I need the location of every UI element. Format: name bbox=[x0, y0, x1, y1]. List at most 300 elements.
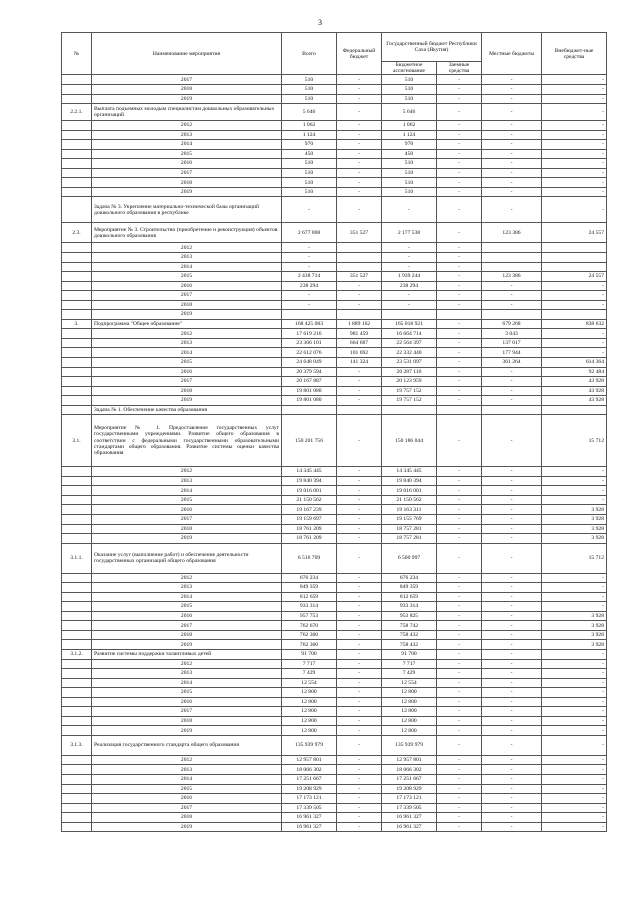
cell-borrowed: - bbox=[437, 573, 482, 583]
table-row bbox=[62, 707, 607, 717]
cell-name: 2015 bbox=[92, 784, 282, 794]
cell-borrowed: - bbox=[437, 716, 482, 726]
table-body bbox=[62, 75, 607, 832]
cell-total: 957 753 bbox=[282, 611, 337, 621]
table-row bbox=[62, 515, 607, 525]
cell-name: 2018 bbox=[92, 716, 282, 726]
cell-federal: - bbox=[337, 716, 382, 726]
cell-offbudget: - bbox=[542, 592, 607, 602]
cell-name: 2017 bbox=[92, 803, 282, 813]
table-row bbox=[62, 121, 607, 131]
cell-total: 510 bbox=[282, 84, 337, 94]
cell-local: - bbox=[482, 505, 542, 515]
cell-republic-budget: 953 825 bbox=[382, 611, 437, 621]
cell-federal: - bbox=[337, 515, 382, 525]
cell-num bbox=[62, 515, 92, 525]
cell-federal: - bbox=[337, 822, 382, 832]
cell-local: - bbox=[482, 300, 542, 310]
cell-num bbox=[62, 621, 92, 631]
cell-total: 16 961 327 bbox=[282, 822, 337, 832]
cell-federal: - bbox=[337, 149, 382, 159]
cell-num bbox=[62, 300, 92, 310]
cell-republic-budget: 135 939 979 bbox=[382, 735, 437, 755]
cell-total: 16 961 327 bbox=[282, 813, 337, 823]
table-row bbox=[62, 573, 607, 583]
cell-total: 12 800 bbox=[282, 726, 337, 736]
cell-republic-budget: - bbox=[382, 252, 437, 262]
cell-republic-budget: 91 700 bbox=[382, 650, 437, 660]
cell-total: 12 800 bbox=[282, 697, 337, 707]
cell-name: 2013 bbox=[92, 476, 282, 486]
cell-offbudget: - bbox=[542, 813, 607, 823]
cell-republic-budget: 22 564 397 bbox=[382, 338, 437, 348]
cell-name: 2012 bbox=[92, 243, 282, 253]
cell-total: 933 314 bbox=[282, 602, 337, 612]
cell-federal: 101 692 bbox=[337, 348, 382, 358]
cell-total: 450 bbox=[282, 149, 337, 159]
cell-offbudget: - bbox=[542, 476, 607, 486]
cell-num bbox=[62, 822, 92, 832]
cell-num bbox=[62, 716, 92, 726]
cell-total: 510 bbox=[282, 168, 337, 178]
cell-name: 2019 bbox=[92, 187, 282, 197]
cell-federal: 981 459 bbox=[337, 329, 382, 339]
cell-name: 2019 bbox=[92, 534, 282, 544]
cell-borrowed: - bbox=[437, 794, 482, 804]
cell-offbudget: 43 928 bbox=[542, 396, 607, 406]
cell-local: - bbox=[482, 84, 542, 94]
cell-republic-budget: 12 957 801 bbox=[382, 755, 437, 765]
cell-federal: - bbox=[337, 697, 382, 707]
cell-local: - bbox=[482, 377, 542, 387]
cell-name: 2014 bbox=[92, 678, 282, 688]
cell-name: 2019 bbox=[92, 640, 282, 650]
cell-name: Задача № 3. Укрепление материально-технической базы организаций дошкольного образования в республике bbox=[92, 197, 282, 223]
cell-borrowed: - bbox=[437, 386, 482, 396]
cell-borrowed: - bbox=[437, 735, 482, 755]
cell-offbudget: 43 928 bbox=[542, 377, 607, 387]
cell-borrowed: - bbox=[437, 243, 482, 253]
cell-total: 19 016 001 bbox=[282, 486, 337, 496]
table-row bbox=[62, 104, 607, 121]
cell-local: - bbox=[482, 281, 542, 291]
cell-num bbox=[62, 168, 92, 178]
cell-local: 123 386 bbox=[482, 272, 542, 282]
cell-num bbox=[62, 505, 92, 515]
cell-federal: - bbox=[337, 803, 382, 813]
cell-name: Мероприятие № 1. Предоставление государственных услуг государственными учреждениями. Развитие общего образования в соответствии с федеральными государственными образовательными стандартами общего образования. Развитие системы оценки качества образования bbox=[92, 415, 282, 467]
cell-total: - bbox=[282, 243, 337, 253]
cell-republic-budget: 19 757 152 bbox=[382, 386, 437, 396]
cell-borrowed: - bbox=[437, 94, 482, 104]
cell-borrowed: - bbox=[437, 659, 482, 669]
cell-total: 91 700 bbox=[282, 650, 337, 660]
table-row bbox=[62, 467, 607, 477]
cell-federal bbox=[337, 252, 382, 262]
cell-local: - bbox=[482, 630, 542, 640]
cell-local: 177 944 bbox=[482, 348, 542, 358]
cell-offbudget: - bbox=[542, 281, 607, 291]
cell-name: Мероприятие № 3. Строительство (приобретение и реконструкция) объектов дошкольного образования bbox=[92, 223, 282, 243]
table-row bbox=[62, 130, 607, 140]
cell-local: - bbox=[482, 735, 542, 755]
cell-federal: - bbox=[337, 688, 382, 698]
cell-republic-budget: 18 066 302 bbox=[382, 765, 437, 775]
cell-federal: - bbox=[337, 159, 382, 169]
cell-name: 2012 bbox=[92, 121, 282, 131]
cell-borrowed: - bbox=[437, 149, 482, 159]
table-row bbox=[62, 583, 607, 593]
cell-num bbox=[62, 803, 92, 813]
cell-republic-budget: 12 800 bbox=[382, 697, 437, 707]
cell-republic-budget: 812 659 bbox=[382, 592, 437, 602]
cell-federal: - bbox=[337, 121, 382, 131]
cell-republic-budget: 758 432 bbox=[382, 640, 437, 650]
cell-local: - bbox=[482, 495, 542, 505]
cell-republic-budget: 12 800 bbox=[382, 716, 437, 726]
cell-federal: - bbox=[337, 197, 382, 223]
cell-num bbox=[62, 726, 92, 736]
cell-republic-budget: 450 bbox=[382, 149, 437, 159]
table-row bbox=[62, 611, 607, 621]
cell-offbudget bbox=[542, 262, 607, 272]
cell-federal: - bbox=[337, 775, 382, 785]
cell-federal bbox=[337, 310, 382, 320]
cell-num bbox=[62, 794, 92, 804]
cell-num bbox=[62, 592, 92, 602]
cell-local bbox=[482, 243, 542, 253]
cell-republic-budget: 7 717 bbox=[382, 659, 437, 669]
cell-republic-budget: 18 757 281 bbox=[382, 534, 437, 544]
cell-name: 2015 bbox=[92, 357, 282, 367]
cell-total: 21 150 562 bbox=[282, 495, 337, 505]
cell-republic-budget: 676 234 bbox=[382, 573, 437, 583]
cell-num bbox=[62, 338, 92, 348]
cell-total: 14 345 445 bbox=[282, 467, 337, 477]
header-row bbox=[62, 33, 607, 62]
table-row bbox=[62, 262, 607, 272]
cell-republic-budget: 510 bbox=[382, 84, 437, 94]
cell-federal: - bbox=[337, 130, 382, 140]
cell-republic-budget: 510 bbox=[382, 178, 437, 188]
cell-total: 1 124 bbox=[282, 130, 337, 140]
cell-offbudget: - bbox=[542, 755, 607, 765]
cell-borrowed: - bbox=[437, 621, 482, 631]
cell-republic-budget: 19 163 311 bbox=[382, 505, 437, 515]
cell-offbudget: 614 364 bbox=[542, 357, 607, 367]
cell-local: - bbox=[482, 486, 542, 496]
cell-total: - bbox=[282, 300, 337, 310]
cell-name: 2018 bbox=[92, 630, 282, 640]
cell-borrowed: - bbox=[437, 640, 482, 650]
cell-republic-budget: 19 016 001 bbox=[382, 486, 437, 496]
cell-local bbox=[482, 262, 542, 272]
cell-federal bbox=[337, 262, 382, 272]
cell-federal: 1 889 162 bbox=[337, 319, 382, 329]
cell-total: 510 bbox=[282, 159, 337, 169]
cell-offbudget: - bbox=[542, 149, 607, 159]
cell-offbudget: - bbox=[542, 94, 607, 104]
cell-name: 2015 bbox=[92, 688, 282, 698]
cell-name: 2016 bbox=[92, 159, 282, 169]
cell-offbudget: 92 484 bbox=[542, 367, 607, 377]
cell-federal: 664 687 bbox=[337, 338, 382, 348]
cell-local: - bbox=[482, 678, 542, 688]
table-row bbox=[62, 669, 607, 679]
cell-total: 2 438 714 bbox=[282, 272, 337, 282]
cell-federal: - bbox=[337, 678, 382, 688]
cell-borrowed: - bbox=[437, 348, 482, 358]
table-row bbox=[62, 688, 607, 698]
table-row bbox=[62, 602, 607, 612]
cell-name: 2018 bbox=[92, 813, 282, 823]
cell-offbudget: - bbox=[542, 84, 607, 94]
cell-offbudget: - bbox=[542, 784, 607, 794]
cell-borrowed: - bbox=[437, 84, 482, 94]
table-row bbox=[62, 794, 607, 804]
cell-total: 762 360 bbox=[282, 630, 337, 640]
cell-local: 679 268 bbox=[482, 319, 542, 329]
cell-total: 2 677 008 bbox=[282, 223, 337, 243]
cell-local: 137 017 bbox=[482, 338, 542, 348]
cell-total: 510 bbox=[282, 94, 337, 104]
cell-offbudget: - bbox=[542, 348, 607, 358]
cell-offbudget: 3 928 bbox=[542, 524, 607, 534]
cell-borrowed: - bbox=[437, 803, 482, 813]
cell-offbudget: 24 557 bbox=[542, 272, 607, 282]
cell-total: - bbox=[282, 252, 337, 262]
cell-offbudget: - bbox=[542, 583, 607, 593]
cell-federal: - bbox=[337, 84, 382, 94]
table-row bbox=[62, 300, 607, 310]
page-number: 3 bbox=[318, 18, 322, 27]
cell-local: - bbox=[482, 104, 542, 121]
cell-num bbox=[62, 187, 92, 197]
cell-num: 3.1.2. bbox=[62, 650, 92, 660]
cell-republic-budget: 23 531 097 bbox=[382, 357, 437, 367]
col-header-total: Всего bbox=[282, 33, 337, 75]
cell-borrowed: - bbox=[437, 187, 482, 197]
cell-borrowed: - bbox=[437, 291, 482, 301]
cell-total: 18 066 302 bbox=[282, 765, 337, 775]
table-row bbox=[62, 94, 607, 104]
cell-total: 762 360 bbox=[282, 640, 337, 650]
cell-local: - bbox=[482, 515, 542, 525]
cell-num bbox=[62, 377, 92, 387]
cell-num bbox=[62, 121, 92, 131]
cell-total: 970 bbox=[282, 140, 337, 150]
cell-num bbox=[62, 386, 92, 396]
cell-offbudget: - bbox=[542, 669, 607, 679]
cell-republic-budget: - bbox=[382, 243, 437, 253]
table-row bbox=[62, 592, 607, 602]
cell-num: 3. bbox=[62, 319, 92, 329]
cell-republic-budget: 16 961 327 bbox=[382, 822, 437, 832]
table-row bbox=[62, 697, 607, 707]
cell-name: 2014 bbox=[92, 775, 282, 785]
table-row bbox=[62, 735, 607, 755]
cell-republic-budget: 150 186 044 bbox=[382, 415, 437, 467]
cell-republic-budget: 7 429 bbox=[382, 669, 437, 679]
cell-name: 2013 bbox=[92, 765, 282, 775]
cell-republic-budget: 2 177 538 bbox=[382, 223, 437, 243]
cell-num bbox=[62, 348, 92, 358]
cell-num bbox=[62, 486, 92, 496]
cell-republic-budget: 19 840 394 bbox=[382, 476, 437, 486]
cell-name: Выплата подъемных молодым специалистам дошкольных образовательных организаций bbox=[92, 104, 282, 121]
cell-borrowed: - bbox=[437, 130, 482, 140]
col-header-budget-alloc: Бюджетное ассигнование bbox=[382, 62, 437, 75]
cell-republic-budget: 18 757 281 bbox=[382, 524, 437, 534]
cell-name: 2012 bbox=[92, 573, 282, 583]
cell-federal: - bbox=[337, 813, 382, 823]
cell-republic-budget: - bbox=[382, 291, 437, 301]
cell-offbudget bbox=[542, 252, 607, 262]
cell-republic-budget: 21 150 562 bbox=[382, 495, 437, 505]
cell-offbudget: 3 928 bbox=[542, 611, 607, 621]
cell-federal: - bbox=[337, 573, 382, 583]
cell-num bbox=[62, 405, 92, 415]
cell-borrowed: - bbox=[437, 592, 482, 602]
cell-borrowed: - bbox=[437, 396, 482, 406]
cell-name: 2015 bbox=[92, 149, 282, 159]
cell-total: - bbox=[282, 291, 337, 301]
cell-republic-budget: 933 314 bbox=[382, 602, 437, 612]
cell-name: 2016 bbox=[92, 367, 282, 377]
table-row bbox=[62, 822, 607, 832]
cell-federal bbox=[337, 405, 382, 415]
cell-federal: - bbox=[337, 630, 382, 640]
cell-local: - bbox=[482, 543, 542, 573]
cell-total: - bbox=[282, 197, 337, 223]
cell-local: - bbox=[482, 784, 542, 794]
cell-republic-budget: - bbox=[382, 300, 437, 310]
cell-offbudget: 3 928 bbox=[542, 515, 607, 525]
cell-republic-budget: 12 800 bbox=[382, 688, 437, 698]
cell-federal: - bbox=[337, 291, 382, 301]
cell-num bbox=[62, 310, 92, 320]
cell-republic-budget: - bbox=[382, 262, 437, 272]
cell-local: - bbox=[482, 611, 542, 621]
cell-name: 2017 bbox=[92, 75, 282, 85]
table-row bbox=[62, 650, 607, 660]
cell-total: 1 062 bbox=[282, 121, 337, 131]
cell-borrowed: - bbox=[437, 543, 482, 573]
cell-borrowed: - bbox=[437, 697, 482, 707]
cell-local: - bbox=[482, 688, 542, 698]
cell-federal: - bbox=[337, 367, 382, 377]
cell-local: - bbox=[482, 775, 542, 785]
cell-num bbox=[62, 784, 92, 794]
cell-borrowed: - bbox=[437, 178, 482, 188]
cell-republic-budget: 19 757 152 bbox=[382, 396, 437, 406]
cell-borrowed: - bbox=[437, 707, 482, 717]
cell-offbudget: 15 712 bbox=[542, 543, 607, 573]
cell-num bbox=[62, 467, 92, 477]
cell-borrowed: - bbox=[437, 630, 482, 640]
cell-borrowed: - bbox=[437, 524, 482, 534]
cell-num bbox=[62, 140, 92, 150]
cell-republic-budget: 20 123 959 bbox=[382, 377, 437, 387]
cell-local: - bbox=[482, 707, 542, 717]
cell-local: 361 264 bbox=[482, 357, 542, 367]
cell-num bbox=[62, 252, 92, 262]
cell-offbudget: 43 928 bbox=[542, 386, 607, 396]
cell-num bbox=[62, 611, 92, 621]
table-row bbox=[62, 405, 607, 415]
cell-republic-budget: 17 339 505 bbox=[382, 803, 437, 813]
cell-federal: 351 527 bbox=[337, 223, 382, 243]
cell-federal: - bbox=[337, 467, 382, 477]
cell-total: - bbox=[282, 262, 337, 272]
table-row bbox=[62, 386, 607, 396]
cell-local: - bbox=[482, 573, 542, 583]
cell-offbudget: - bbox=[542, 300, 607, 310]
cell-total: 7 717 bbox=[282, 659, 337, 669]
cell-name: Задача № 1. Обеспечение качества образования bbox=[92, 405, 282, 415]
cell-local: - bbox=[482, 813, 542, 823]
cell-borrowed: - bbox=[437, 486, 482, 496]
cell-offbudget: 24 557 bbox=[542, 223, 607, 243]
cell-offbudget: 15 712 bbox=[542, 415, 607, 467]
cell-federal: - bbox=[337, 104, 382, 121]
cell-num bbox=[62, 329, 92, 339]
table-row bbox=[62, 765, 607, 775]
table-row bbox=[62, 75, 607, 85]
cell-borrowed: - bbox=[437, 329, 482, 339]
cell-offbudget: - bbox=[542, 291, 607, 301]
cell-name: 2015 bbox=[92, 272, 282, 282]
cell-num bbox=[62, 640, 92, 650]
cell-republic-budget: 758 742 bbox=[382, 621, 437, 631]
table-row bbox=[62, 495, 607, 505]
table-row bbox=[62, 659, 607, 669]
cell-local: - bbox=[482, 794, 542, 804]
table-row bbox=[62, 784, 607, 794]
cell-total: 168 425 083 bbox=[282, 319, 337, 329]
cell-name: 2014 bbox=[92, 486, 282, 496]
cell-local: - bbox=[482, 583, 542, 593]
cell-num bbox=[62, 495, 92, 505]
cell-total: 19 208 929 bbox=[282, 784, 337, 794]
cell-num bbox=[62, 396, 92, 406]
cell-num bbox=[62, 602, 92, 612]
cell-borrowed: - bbox=[437, 755, 482, 765]
table-row bbox=[62, 367, 607, 377]
cell-total: 18 761 209 bbox=[282, 534, 337, 544]
cell-name: 2019 bbox=[92, 726, 282, 736]
cell-total: 12 800 bbox=[282, 688, 337, 698]
cell-offbudget: - bbox=[542, 803, 607, 813]
table-row bbox=[62, 415, 607, 467]
cell-name: 2015 bbox=[92, 602, 282, 612]
cell-borrowed: - bbox=[437, 262, 482, 272]
table-row bbox=[62, 187, 607, 197]
table-row bbox=[62, 716, 607, 726]
cell-total bbox=[282, 310, 337, 320]
cell-num bbox=[62, 367, 92, 377]
col-header-offbudget: Внебюджет-ные средства bbox=[542, 33, 607, 75]
cell-federal: - bbox=[337, 726, 382, 736]
cell-offbudget: - bbox=[542, 467, 607, 477]
cell-local: - bbox=[482, 396, 542, 406]
cell-num bbox=[62, 159, 92, 169]
cell-republic-budget: 510 bbox=[382, 94, 437, 104]
cell-republic-budget: 16 664 714 bbox=[382, 329, 437, 339]
cell-borrowed: - bbox=[437, 252, 482, 262]
cell-total: 135 939 979 bbox=[282, 735, 337, 755]
cell-local: - bbox=[482, 386, 542, 396]
